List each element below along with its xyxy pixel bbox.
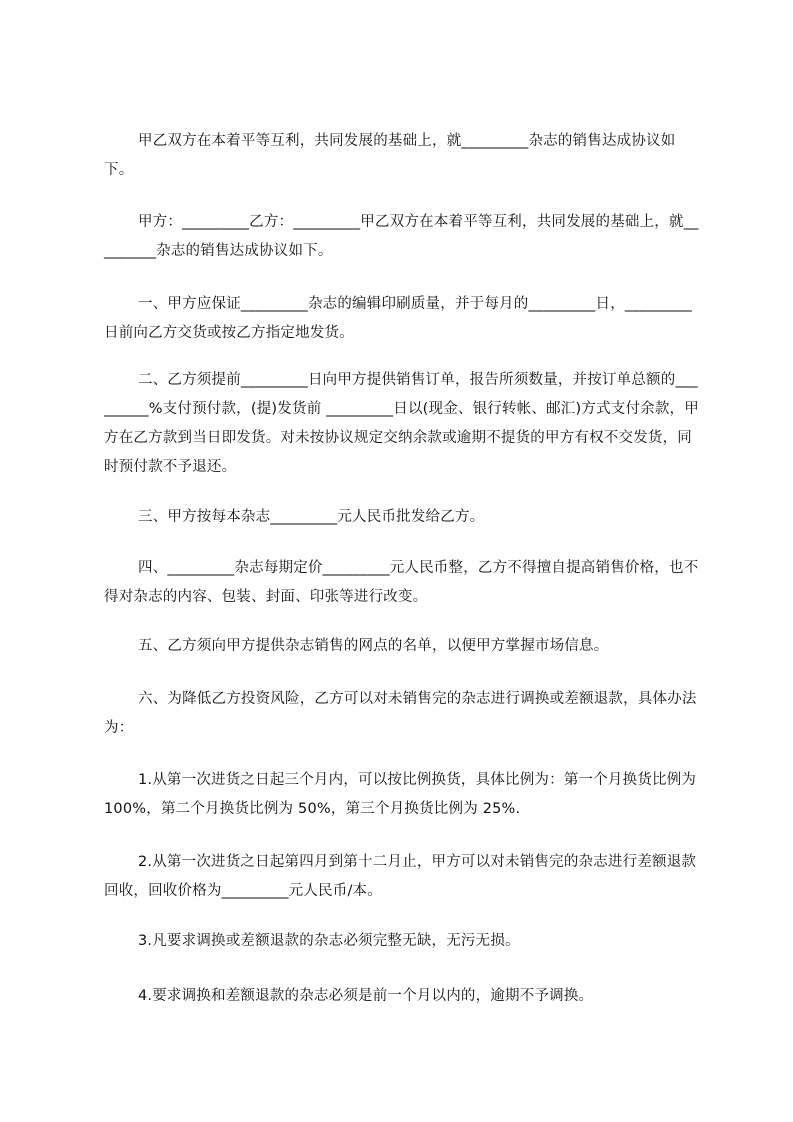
paragraph-clause-1: 一、甲方应保证_________杂志的编辑印刷质量，并于每月的_________日，_________日前向乙方交货或按乙方指定地发货。 [104,296,692,341]
paragraph-intro: 甲乙双方在本着平等互利，共同发展的基础上，就_________杂志的销售达成协议如下。 [104,133,676,178]
paragraph-clause-5: 五、乙方须向甲方提供杂志销售的网点的名单，以便甲方掌握市场信息。 [138,638,609,654]
paragraph-clause-4: 四、_________杂志每期定价_________元人民币整，乙方不得擅自提高销售价格，也不得对杂志的内容、包装、封面、印张等进行改变。 [104,560,699,605]
paragraph-clause-3: 三、甲方按每本杂志_________元人民币批发给乙方。 [138,509,485,525]
paragraph-clause-6: 六、为降低乙方投资风险，乙方可以对未销售完的杂志进行调换或差额退款，具体办法为： [104,691,697,736]
paragraph-item-2: 2.从第一次进货之日起第四月到第十二月止，甲方可以对未销售完的杂志进行差额退款回收，回收价格为_________元人民币/本。 [104,854,697,899]
paragraph-item-1: 1.从第一次进货之日起三个月内，可以按比例换货，具体比例为：第一个月换货比例为 100%，第二个月换货比例为 50%，第三个月换货比例为 25%. [104,772,701,817]
paragraph-clause-2: 二、乙方须提前_________日向甲方提供销售订单，报告所须数量，并按订单总额的_________%支付预付款，(提)发货前 _________日以(现金、银行转帐、邮汇)方式支付余款，甲方在乙方款到当日即发货。对未按协议规定交纳余款或逾期不提货的甲方有权不交发货，同时预付款不予退还。 [104,372,699,475]
paragraph-item-3: 3.凡要求调换或差额退款的杂志必须完整无缺，无污无损。 [138,933,520,949]
paragraph-parties: 甲方：_________乙方：_________甲乙双方在本着平等互利，共同发展的基础上，就_________杂志的销售达成协议如下。 [104,214,699,259]
paragraph-item-4: 4.要求调换和差额退款的杂志必须是前一个月以内的，逾期不予调换。 [138,988,594,1004]
